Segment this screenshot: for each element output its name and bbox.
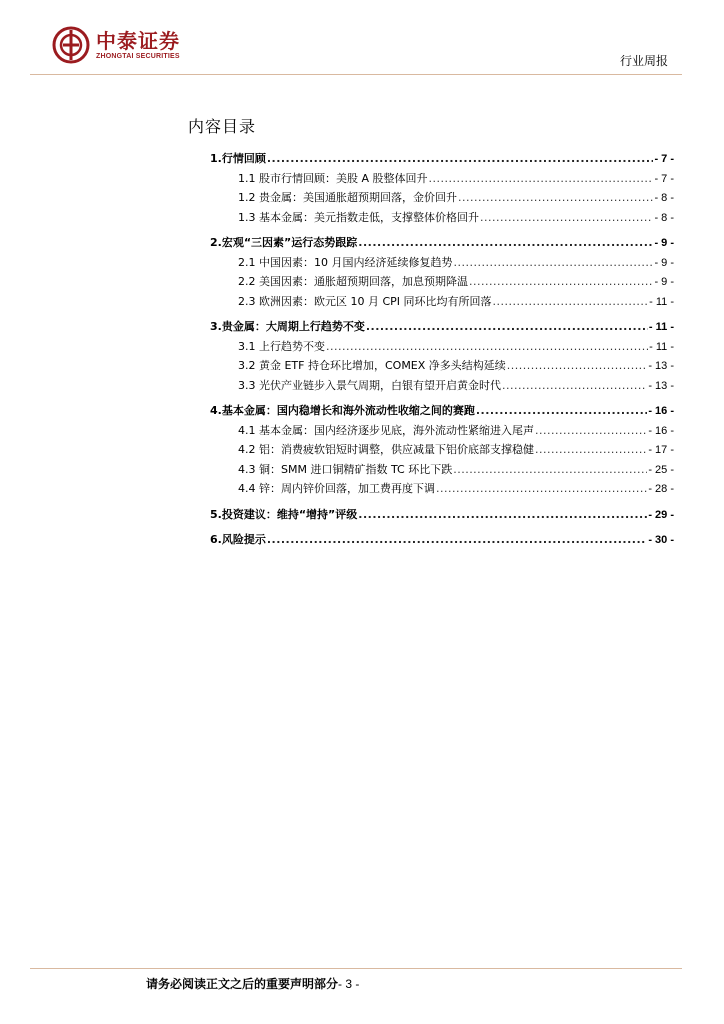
toc-dot-leader	[366, 320, 648, 333]
toc-entry-title: 4.基本金属：国内稳增长和海外流动性收缩之间的赛跑	[210, 404, 475, 417]
footer	[146, 975, 359, 992]
footer-page-number: - 3 -	[338, 977, 360, 991]
toc-entry-page: - 13 -	[648, 379, 674, 392]
toc-dot-leader	[535, 443, 647, 456]
toc-entry-title: 2.2 美国因素：通胀超预期回落，加息预期降温	[238, 275, 468, 288]
toc-subsection-entry[interactable]	[210, 422, 674, 442]
toc-entry-page: - 8 -	[654, 211, 674, 224]
toc-subsection-entry[interactable]	[210, 461, 674, 481]
toc-dot-leader	[429, 172, 654, 185]
toc-entry-title: 4.3 铜：SMM 进口铜精矿指数 TC 环比下跌	[238, 462, 453, 476]
toc-entry-title: 1.行情回顾	[210, 152, 266, 165]
toc-subsection-entry[interactable]	[210, 480, 674, 500]
toc-entry-title: 1.1 股市行情回顾：美股 A 股整体回升	[238, 171, 428, 185]
toc-entry-page: - 28 -	[648, 483, 674, 495]
toc-dot-leader	[267, 533, 647, 546]
toc-subsection-entry[interactable]	[210, 338, 674, 358]
toc-entry-page: - 11 -	[648, 321, 674, 333]
footer-divider	[30, 968, 682, 969]
toc-dot-leader	[493, 295, 649, 308]
toc-entry-title: 5.投资建议：维持“增持”评级	[210, 507, 358, 521]
toc-entry-title: 3.3 光伏产业链步入景气周期，白银有望开启黄金时代	[238, 378, 501, 392]
toc-entry-title: 4.2 铝：消费疲软铝短时调整，供应减量下铝价底部支撑稳健	[238, 443, 534, 456]
toc-entry-page: - 7 -	[654, 153, 674, 165]
toc-entry-page: - 11 -	[649, 340, 674, 353]
header-divider	[30, 74, 682, 75]
toc-section-entry[interactable]	[210, 506, 674, 526]
toc-title: 内容目录	[188, 117, 257, 136]
toc-dot-leader	[267, 152, 654, 165]
toc-entry-title: 2.1 中国因素：10 月国内经济延续修复趋势	[238, 255, 453, 269]
toc-section-entry[interactable]	[210, 531, 674, 551]
toc-entry-page: - 13 -	[648, 360, 674, 372]
toc-dot-leader	[507, 359, 648, 372]
logo-english-name: ZHONGTAI SECURITIES	[96, 52, 180, 60]
toc-dot-leader	[453, 256, 653, 269]
toc-subsection-entry[interactable]	[210, 357, 674, 377]
toc-subsection-entry[interactable]	[210, 441, 674, 461]
toc-entry-title: 1.2 贵金属：美国通胀超预期回落，金价回升	[238, 191, 457, 204]
toc-entry-page: - 7 -	[654, 172, 674, 185]
toc-subsection-entry[interactable]	[210, 377, 674, 397]
zhongtai-logo-icon	[52, 26, 90, 64]
toc-dot-leader	[453, 463, 647, 476]
toc-section-entry[interactable]	[210, 402, 674, 422]
toc-entry-title: 2.宏观“三因素”运行态势跟踪	[210, 236, 358, 249]
toc-entry-page: - 29 -	[648, 508, 674, 521]
toc-subsection-entry[interactable]	[210, 209, 674, 229]
toc-entry-page: - 17 -	[648, 444, 674, 456]
toc-dot-leader	[535, 424, 647, 437]
toc-dot-leader	[358, 236, 653, 249]
toc-subsection-entry[interactable]	[210, 170, 674, 190]
toc-subsection-entry[interactable]	[210, 254, 674, 274]
toc-entry-page: - 8 -	[654, 192, 674, 204]
toc-entry-title: 3.贵金属：大周期上行趋势不变	[210, 320, 365, 333]
toc-entry-page: - 9 -	[654, 237, 674, 249]
toc-entry-page: - 16 -	[648, 405, 674, 417]
toc-entry-title: 6.风险提示	[210, 533, 266, 546]
toc-dot-leader	[326, 340, 648, 353]
toc-subsection-entry[interactable]	[210, 189, 674, 209]
company-logo	[52, 26, 180, 64]
toc-dot-leader	[469, 275, 653, 288]
report-type-label: 行业周报	[619, 54, 668, 68]
toc-entry-page: - 30 -	[648, 534, 674, 546]
toc-dot-leader	[458, 191, 653, 204]
toc-dot-leader	[436, 482, 647, 495]
logo-chinese-name: 中泰证券	[96, 28, 180, 53]
toc-subsection-entry[interactable]	[210, 273, 674, 293]
toc-entry-title: 1.3 基本金属：美元指数走低，支撑整体价格回升	[238, 210, 479, 224]
toc-dot-leader	[358, 508, 647, 521]
toc-entry-page: - 16 -	[648, 424, 674, 437]
toc-entry-title: 3.2 黄金 ETF 持仓环比增加，COMEX 净多头结构延续	[238, 359, 506, 372]
toc-subsection-entry[interactable]	[210, 293, 674, 313]
toc-entry-page: - 11 -	[649, 295, 674, 308]
toc-entry-page: - 9 -	[654, 256, 674, 269]
toc-section-entry[interactable]	[210, 150, 674, 170]
toc-entry-title: 3.1 上行趋势不变	[238, 339, 325, 353]
toc-dot-leader	[502, 379, 647, 392]
toc-entry-title: 4.4 锌：周内锌价回落，加工费再度下调	[238, 482, 435, 495]
toc-dot-leader	[476, 404, 647, 417]
table-of-contents	[210, 150, 674, 551]
footer-disclaimer: 请务必阅读正文之后的重要声明部分	[146, 977, 339, 991]
toc-entry-page: - 9 -	[654, 276, 674, 288]
toc-entry-title: 4.1 基本金属：国内经济逐步见底，海外流动性紧缩进入尾声	[238, 423, 534, 437]
toc-dot-leader	[480, 211, 653, 224]
toc-entry-title: 2.3 欧洲因素：欧元区 10 月 CPI 同环比均有所回落	[238, 294, 492, 308]
toc-section-entry[interactable]	[210, 234, 674, 254]
toc-section-entry[interactable]	[210, 318, 674, 338]
toc-entry-page: - 25 -	[648, 463, 674, 476]
